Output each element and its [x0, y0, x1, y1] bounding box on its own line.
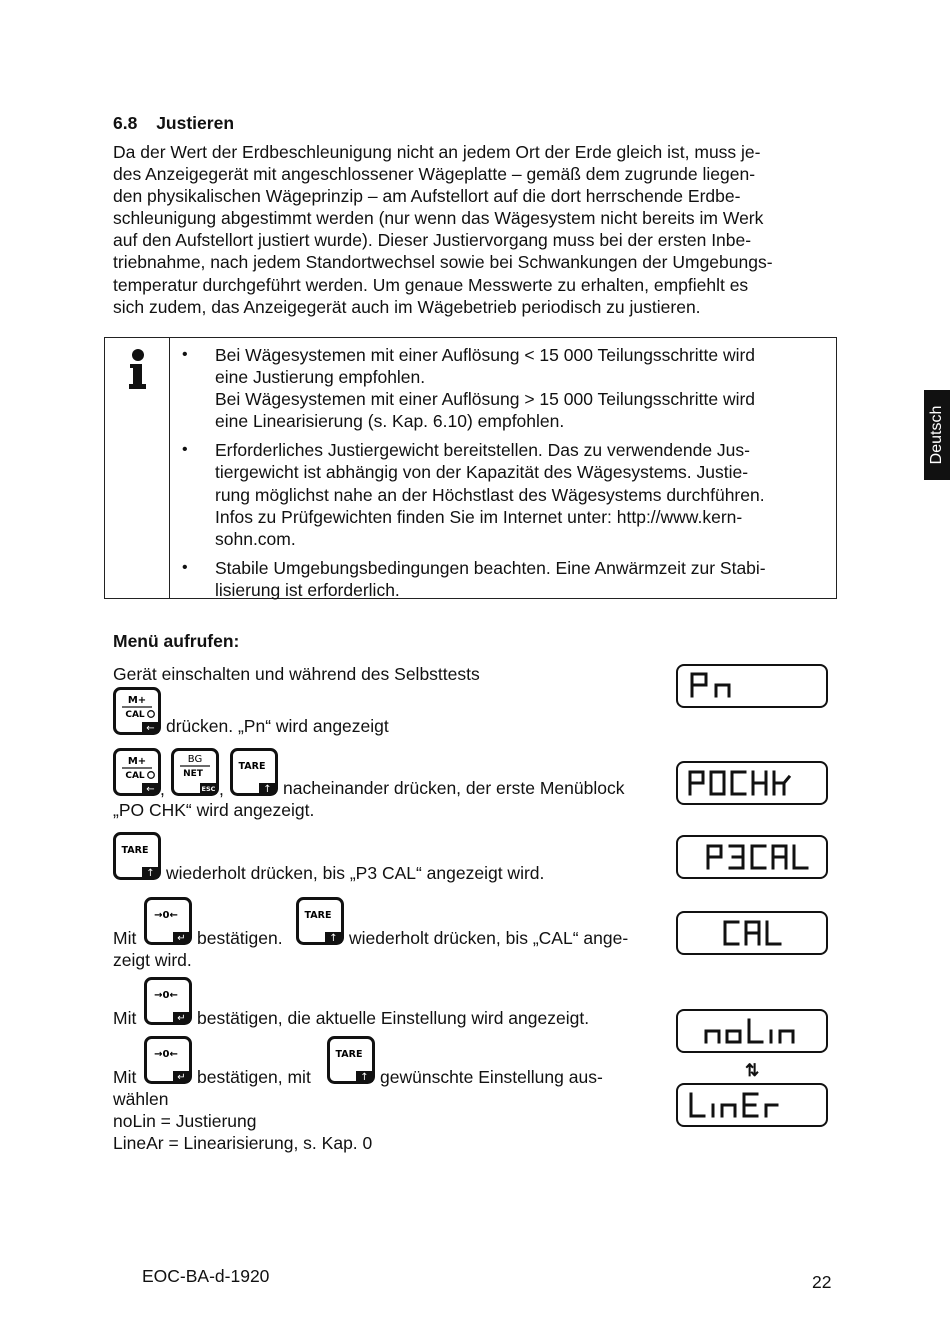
svg-text:↑: ↑	[360, 1072, 369, 1083]
bullet-line: lisierung ist erforderlich.	[215, 579, 400, 600]
tare-key-icon	[296, 897, 342, 943]
svg-text:↑: ↑	[263, 784, 272, 795]
svg-text:→0←: →0←	[154, 1049, 178, 1060]
step2-line2: „PO CHK“ wird angezeigt.	[113, 800, 315, 820]
intro-line: temperatur durchgeführt werden. Um genaue Messwerte zu erhalten, empfiehlt es	[113, 274, 749, 295]
step6-mit: Mit	[113, 1067, 137, 1087]
bullet-line: tiergewicht ist abhängig von der Kapazität des Wägesystems. Justie-	[215, 462, 749, 483]
info-box-divider	[169, 338, 170, 598]
language-tab-label: Deutsch	[928, 405, 945, 465]
step5-mit: Mit	[113, 1008, 137, 1028]
zero-key-icon	[144, 977, 190, 1023]
svg-text:BG: BG	[187, 754, 203, 765]
info-box	[104, 337, 837, 599]
svg-text:CAL: CAL	[125, 710, 145, 720]
bullet-item	[215, 439, 766, 549]
info-bullets	[215, 344, 766, 608]
svg-text:←: ←	[146, 723, 155, 734]
intro-line: den physikalischen Wägeprinzip – am Aufstellort auf die dort herrschende Erdbe-	[113, 186, 741, 207]
svg-text:CAL: CAL	[125, 771, 145, 781]
svg-text:↑: ↑	[146, 868, 155, 879]
svg-text:NET: NET	[183, 769, 203, 779]
svg-text:TARE: TARE	[335, 1049, 363, 1060]
intro-paragraph	[113, 141, 838, 318]
lcd-display-cal	[676, 911, 828, 955]
step2-comma: ,	[219, 779, 224, 799]
definition-nolin: noLin = Justierung	[113, 1111, 257, 1131]
svg-text:↵: ↵	[177, 1072, 186, 1083]
tare-key-icon	[113, 832, 159, 878]
intro-line: Da der Wert der Erdbeschleunigung nicht an jedem Ort der Erde gleich ist, muss je-	[113, 142, 761, 162]
svg-text:TARE: TARE	[121, 845, 149, 856]
language-tab	[924, 390, 950, 480]
lcd-display-liner	[676, 1083, 828, 1127]
zero-key-icon	[144, 1036, 190, 1082]
bullet-line: Bei Wägesystemen mit einer Auflösung > 15 000 Teilungsschritte wird	[215, 389, 756, 410]
toggle-arrows-icon: ⇅	[745, 1061, 760, 1080]
mcal-key-icon	[113, 687, 159, 733]
intro-line: sich zudem, das Anzeigegerät auch im Wägebetrieb periodisch zu justieren.	[113, 296, 701, 317]
mcal-key-icon	[113, 748, 159, 794]
intro-line: des Anzeigegerät mit angeschlossener Wägeplatte – gemäß dem zugrunde liegen-	[113, 164, 756, 185]
svg-text:TARE: TARE	[304, 910, 332, 921]
step1-line1: Gerät einschalten und während des Selbsttests	[113, 664, 480, 684]
step4-end: wiederholt drücken, bis „CAL“ ange-	[349, 928, 629, 948]
step6-line2: wählen	[113, 1089, 169, 1109]
bullet-line: • Erforderliches Justiergewicht bereitstellen. Das zu verwendende Jus-	[215, 440, 750, 461]
intro-line: schleunigung abgestimmt werden (nur wenn das Wägesystem nicht bereits im Werk	[113, 208, 764, 229]
step6-mid: bestätigen, mit	[197, 1067, 311, 1087]
definition-linear: LineAr = Linearisierung, s. Kap. 0	[113, 1133, 373, 1153]
bullet-line: • Bei Wägesystemen mit einer Auflösung < 15 000 Teilungsschritte wird	[215, 345, 756, 365]
tare-key-icon	[230, 748, 276, 794]
step1-line2: drücken. „Pn“ wird angezeigt	[166, 716, 389, 736]
lcd-display-nolin	[676, 1009, 828, 1053]
bullet-line: Infos zu Prüfgewichten finden Sie im Internet unter: http://www.kern-	[215, 506, 743, 527]
bullet-item	[215, 344, 766, 432]
bullet-line: eine Linearisierung (s. Kap. 6.10) empfohlen.	[215, 411, 565, 432]
step2-line1: nacheinander drücken, der erste Menüblock	[283, 778, 625, 798]
footer-doc-id: EOC-BA-d-1920	[142, 1266, 270, 1286]
intro-line: triebnahme, nach jedem Standortwechsel sowie bei Schwankungen der Umgebungs-	[113, 252, 773, 273]
page-number: 22	[812, 1272, 832, 1292]
bgnet-key-icon	[171, 748, 217, 794]
step4-mit: Mit	[113, 928, 137, 948]
svg-text:→0←: →0←	[154, 990, 178, 1001]
svg-text:TARE: TARE	[238, 761, 266, 772]
zero-key-icon	[144, 897, 190, 943]
lcd-display-p3cal	[676, 835, 828, 879]
lcd-display-pochk	[676, 761, 828, 805]
bullet-line: • Stabile Umgebungsbedingungen beachten. Eine Anwärmzeit zur Stabi-	[215, 557, 766, 578]
step4-confirm: bestätigen.	[197, 928, 283, 948]
bullet-line: eine Justierung empfohlen.	[215, 367, 426, 388]
section-heading	[113, 113, 234, 134]
section-title: Justieren	[156, 113, 235, 133]
step3-line1: wiederholt drücken, bis „P3 CAL“ angezeigt wird.	[166, 863, 545, 883]
svg-text:←: ←	[146, 784, 155, 795]
bullet-line: sohn.com.	[215, 528, 296, 549]
svg-text:M+: M+	[127, 756, 147, 767]
svg-text:ESC: ESC	[201, 785, 216, 793]
step2-comma: ,	[160, 779, 165, 799]
bullet-line: rung möglichst nahe an der Höchstlast des Wägesystems durchführen.	[215, 484, 765, 505]
lcd-display-pn	[676, 664, 828, 708]
intro-line: auf den Aufstellort justiert wurde). Dieser Justiervorgang muss bei der ersten Inbe-	[113, 230, 752, 251]
svg-text:↵: ↵	[177, 1013, 186, 1024]
step5-text: bestätigen, die aktuelle Einstellung wird angezeigt.	[197, 1008, 590, 1028]
tare-key-icon	[327, 1036, 373, 1082]
menu-heading: Menü aufrufen:	[113, 631, 240, 651]
svg-text:M+: M+	[127, 695, 147, 706]
step6-end: gewünschte Einstellung aus-	[380, 1067, 603, 1087]
step4-line2: zeigt wird.	[113, 950, 192, 970]
svg-text:↑: ↑	[329, 933, 338, 944]
section-number: 6.8	[113, 113, 138, 133]
svg-text:→0←: →0←	[154, 910, 178, 921]
info-icon	[125, 348, 151, 395]
svg-text:↵: ↵	[177, 933, 186, 944]
bullet-item	[215, 557, 766, 601]
